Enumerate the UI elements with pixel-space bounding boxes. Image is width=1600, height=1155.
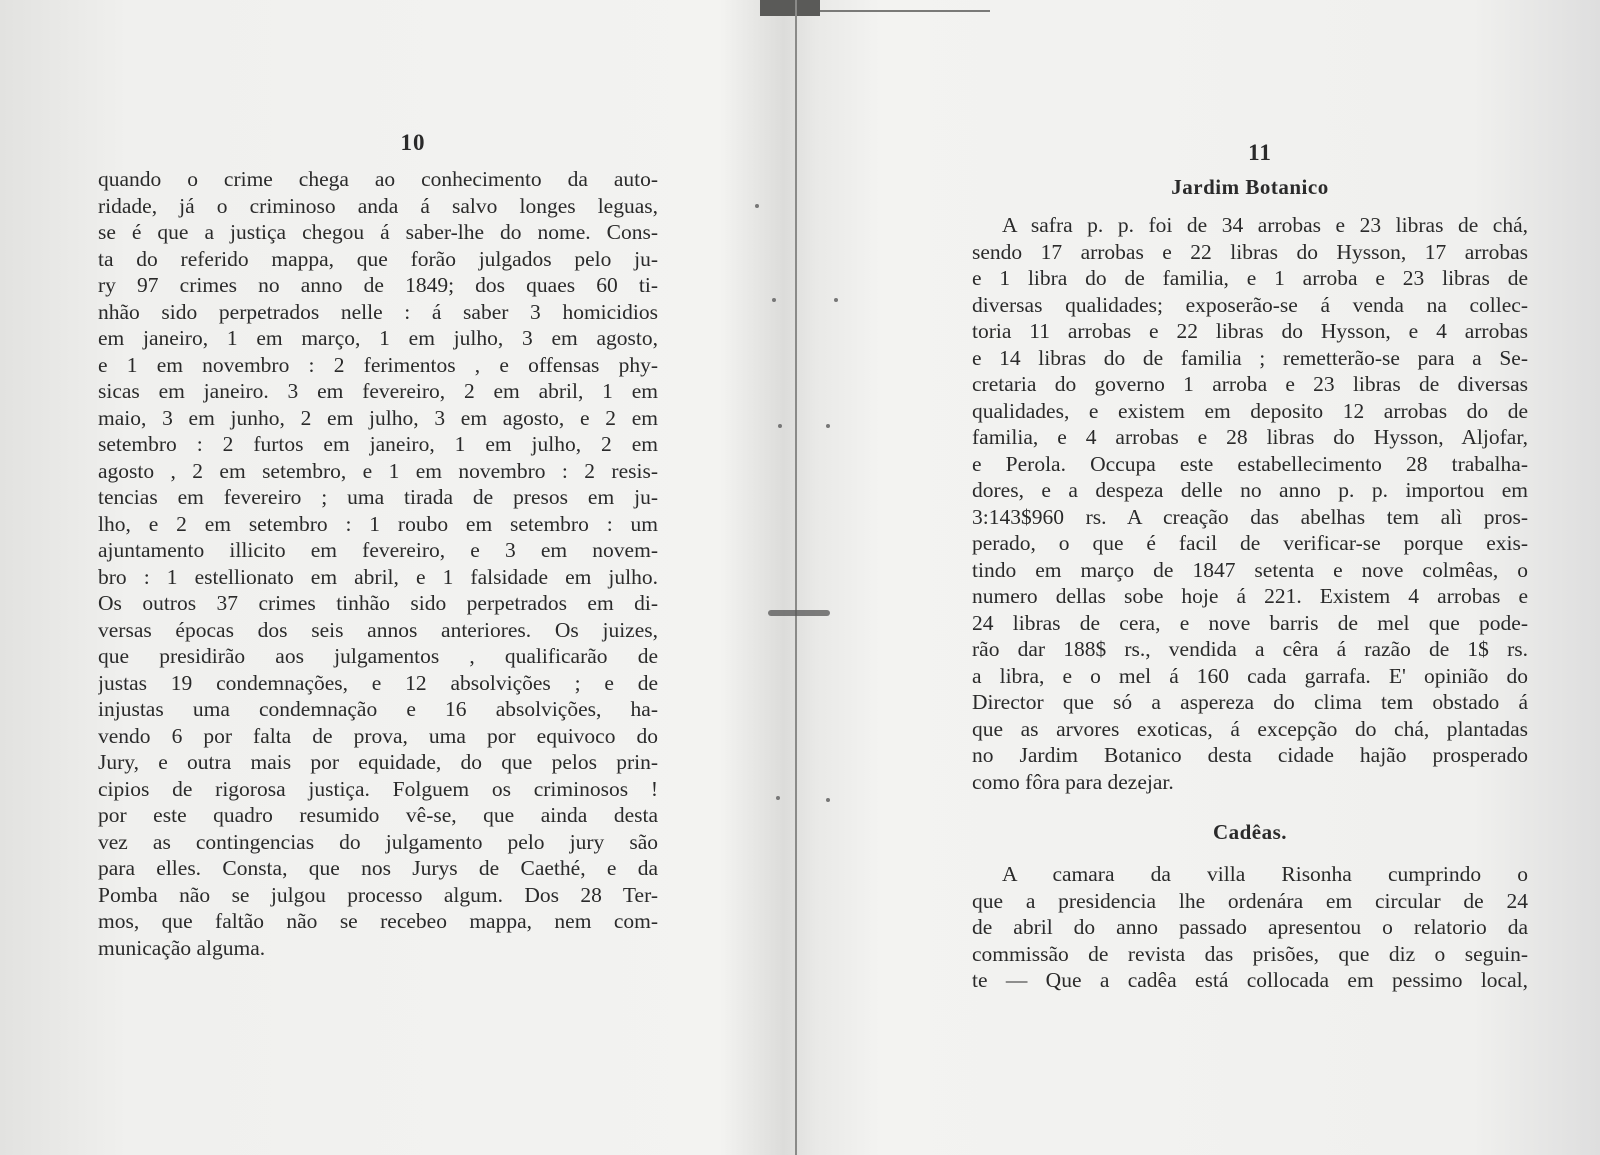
text-line: e 1 libra do de familia, e 1 arroba e 23 libras de — [972, 266, 1528, 290]
right-page — [972, 140, 1528, 994]
text-line: agosto , 2 em setembro, e 1 em novembro : 2 resis- — [98, 458, 658, 483]
text-line: 24 libras de cera, e nove barris de mel que pode- — [972, 610, 1528, 635]
text-line: municação alguma. — [98, 935, 266, 960]
text-line: sicas em janeiro. 3 em fevereiro, 2 em abril, 1 em — [98, 379, 658, 403]
text-line: como fôra para dezejar. — [972, 769, 1174, 794]
text-line: e Perola. Occupa este estabellecimento 28 trabalha- — [972, 451, 1528, 476]
text-line: tencias em fevereiro ; uma tirada de presos em ju- — [98, 485, 658, 509]
text-line: quando o crime chega ao conhecimento da auto- — [98, 167, 658, 191]
text-line: vendo 6 por falta de prova, uma por equivoco do — [98, 723, 658, 748]
speck — [755, 204, 759, 208]
text-line: setembro : 2 furtos em janeiro, 1 em julho, 2 em — [98, 432, 658, 456]
text-line: Pomba não se julgou processo algum. Dos 28 Ter- — [98, 882, 658, 907]
text-line: maio, 3 em junho, 2 em julho, 3 em agosto, e 2 em — [98, 405, 658, 430]
text-line: que presidirão aos julgamentos , qualificarão de — [98, 644, 658, 668]
text-line: vez as contingencias do julgamento pelo jury são — [98, 829, 658, 854]
text-line: para elles. Consta, que nos Jurys de Caethé, e da — [98, 856, 658, 880]
speck — [772, 298, 776, 302]
speck — [834, 298, 838, 302]
text-line: de abril do anno passado apresentou o relatorio da — [972, 915, 1528, 939]
left-page — [98, 130, 658, 961]
text-line: familia, e 4 arrobas e 28 libras do Hysson, Aljofar, — [972, 425, 1528, 449]
text-line: numero dellas sobe hoje á 221. Existem 4 arrobas e — [972, 584, 1528, 608]
text-line: te — Que a cadêa está collocada em pessimo local, — [972, 968, 1528, 992]
text-line: que as arvores exoticas, á excepção do chá, plantadas — [972, 716, 1528, 741]
text-line: commissão de revista das prisões, que diz o seguin- — [972, 941, 1528, 966]
text-line: versas épocas dos seis annos anteriores. Os juizes, — [98, 617, 658, 642]
text-line: sendo 17 arrobas e 22 libras do Hysson, 17 arrobas — [972, 239, 1528, 264]
left-body-text — [98, 166, 658, 961]
text-line: Os outros 37 crimes tinhão sido perpetrados em di- — [98, 591, 658, 615]
text-line: Jury, e outra mais por equidade, do que pelos prin- — [98, 750, 658, 774]
text-line: tindo em março de 1847 setenta e nove colmêas, o — [972, 557, 1528, 582]
text-line: Director que só a aspereza do clima tem obstado á — [972, 690, 1528, 714]
text-line: A camara da villa Risonha cumprindo o — [1002, 862, 1528, 886]
text-line: mos, que faltão não se recebeo mappa, nem com- — [98, 909, 658, 933]
cadeas-text — [972, 861, 1528, 994]
binding-stitch — [768, 610, 830, 616]
text-line: diversas qualidades; exposerão-se á venda na collec- — [972, 292, 1528, 317]
text-line: dores, e a despeza delle no anno p. p. importou em — [972, 478, 1528, 502]
text-line: cretaria do governo 1 arroba e 23 libras de diversas — [972, 372, 1528, 396]
text-line: se é que a justiça chegou á saber-lhe do nome. Cons- — [98, 220, 658, 244]
text-line: e 1 em novembro : 2 ferimentos , e offensas phy- — [98, 352, 658, 377]
text-line: lho, e 2 em setembro : 1 roubo em setembro : um — [98, 511, 658, 536]
text-line: rão dar 188$ rs., vendida a cêra á razão de 1$ rs. — [972, 637, 1528, 661]
text-line: A safra p. p. foi de 34 arrobas e 23 libras de chá, — [1002, 213, 1528, 237]
text-line: nhão sido perpetrados nelle : á saber 3 homicidios — [98, 299, 658, 324]
text-line: injustas uma condemnação e 16 absolvições, ha- — [98, 697, 658, 721]
text-line: toria 11 arrobas e 22 libras do Hysson, e 4 arrobas — [972, 319, 1528, 343]
section-title: Cadêas. — [1212, 820, 1288, 844]
text-line: em janeiro, 1 em março, 1 em julho, 3 em agosto, — [98, 326, 658, 350]
text-line: por este quadro resumido vê-se, que ainda desta — [98, 803, 658, 827]
text-line: cipios de rigorosa justiça. Folguem os criminosos ! — [98, 776, 658, 801]
speck — [826, 798, 830, 802]
text-line: que a presidencia lhe ordenára em circular de 24 — [972, 888, 1528, 913]
text-line: ry 97 crimes no anno de 1849; dos quaes 60 ti- — [98, 273, 658, 297]
text-line: perado, o que é facil de verificar-se porque exis- — [972, 531, 1528, 555]
jardim-botanico-text — [972, 212, 1528, 795]
text-line: e 14 libras do de familia ; remetterão-se para a Se- — [972, 345, 1528, 370]
top-rule — [820, 10, 990, 12]
text-line: ajuntamento illicito em fevereiro, e 3 em novem- — [98, 538, 658, 562]
speck — [826, 424, 830, 428]
speck — [778, 424, 782, 428]
speck — [776, 796, 780, 800]
text-line: ta do referido mappa, que forão julgados pelo ju- — [98, 246, 658, 271]
text-line: qualidades, e existem em deposito 12 arrobas do de — [972, 398, 1528, 423]
text-line: justas 19 condemnações, e 12 absolvições ; e de — [98, 670, 658, 695]
section-title: Jardim Botanico — [1171, 175, 1329, 199]
binding-tab — [760, 0, 820, 16]
gutter-fold — [795, 0, 797, 1155]
page-number: 11 — [1248, 140, 1272, 165]
text-line: 3:143$960 rs. A creação das abelhas tem alì pros- — [972, 504, 1528, 529]
text-line: ridade, já o criminoso anda á salvo longes leguas, — [98, 193, 658, 218]
text-line: no Jardim Botanico desta cidade hajão prosperado — [972, 743, 1528, 767]
text-line: bro : 1 estellionato em abril, e 1 falsidade em julho. — [98, 564, 658, 589]
page-number: 10 — [400, 130, 426, 155]
text-line: a libra, e o mel á 160 cada garrafa. E' opinião do — [972, 663, 1528, 688]
